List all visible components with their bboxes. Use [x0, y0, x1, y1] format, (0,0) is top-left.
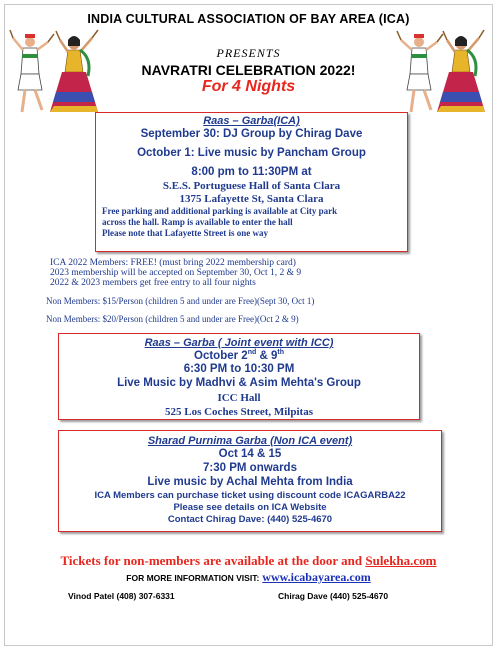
- event-box-sharad-purnima: [58, 430, 442, 532]
- event1-venue: S.E.S. Portuguese Hall of Santa Clara: [162, 180, 341, 192]
- membership-line2: 2023 membership will be accepted on September 30, Oct 1, 2 & 9: [50, 268, 302, 278]
- event2-dates: [59, 349, 419, 362]
- event3-discount: ICA Members can purchase ticket using discount code ICAGARBA22: [94, 490, 406, 501]
- presents-label: PRESENTS: [216, 46, 281, 60]
- event3-details: Please see details on ICA Website: [173, 502, 327, 513]
- sulekha-link[interactable]: Sulekha.com: [365, 553, 437, 568]
- fee-non-member-2: Non Members: $20/Person (children 5 and under are Free)(Oct 2 & 9): [46, 314, 299, 324]
- event2-date-sup2: th: [277, 349, 284, 356]
- contact-chirag: Chirag Dave (440) 525-4670: [278, 591, 389, 601]
- event1-time: 8:00 pm to 11:30PM at: [191, 166, 312, 178]
- membership-line1: ICA 2022 Members: FREE! (must bring 2022 membership card): [50, 258, 296, 268]
- event3-heading: Sharad Purnima Garba (Non ICA event): [147, 435, 353, 447]
- contact-vinod: Vinod Patel (408) 307-6331: [68, 591, 175, 601]
- event2-date-sup1: nd: [247, 349, 257, 356]
- website-link[interactable]: www.icabayarea.com: [262, 570, 371, 584]
- event3-dates: Oct 14 & 15: [218, 448, 282, 460]
- event3-time: 7:30 PM onwards: [203, 462, 297, 474]
- organization-name: INDIA CULTURAL ASSOCIATION OF BAY AREA (ICA): [87, 12, 410, 26]
- event1-address: 1375 Lafayette St, Santa Clara: [179, 193, 324, 205]
- membership-line3: 2022 & 2023 members get free entry to all four nights: [50, 278, 256, 288]
- event2-address: 525 Los Coches Street, Milpitas: [165, 406, 313, 418]
- event1-note2: across the hall. Ramp is available to enter the hall: [102, 217, 293, 227]
- event-title: NAVRATRI CELEBRATION 2022!: [141, 62, 356, 78]
- event1-heading: Raas – Garba(ICA): [203, 115, 300, 127]
- event1-line2: October 1: Live music by Pancham Group: [137, 147, 366, 159]
- event2-date-first: October 2: [194, 349, 248, 362]
- more-info: [0, 570, 497, 585]
- event1-line1: September 30: DJ Group by Chirag Dave: [140, 128, 363, 140]
- event2-music: Live Music by Madhvi & Asim Mehta's Group: [117, 377, 361, 389]
- event-subtitle: For 4 Nights: [201, 78, 296, 95]
- more-info-label: FOR MORE INFORMATION VISIT:: [126, 573, 260, 583]
- event2-date-second: & 9: [256, 349, 278, 362]
- membership-info: [50, 258, 430, 288]
- fee-non-member-1: Non Members: $15/Person (children 5 and under are Free)(Sept 30, Oct 1): [46, 296, 315, 306]
- event1-note1: Free parking and additional parking is available at City park: [102, 206, 338, 216]
- event-box-ica-garba: [95, 112, 408, 252]
- event2-time: 6:30 PM to 10:30 PM: [183, 363, 295, 375]
- event3-contact: Contact Chirag Dave: (440) 525-4670: [167, 514, 333, 525]
- event3-music: Live music by Achal Mehta from India: [147, 476, 353, 488]
- event-box-icc-garba: [58, 333, 420, 420]
- tickets-info: [0, 553, 497, 569]
- event2-heading: Raas – Garba ( Joint event with ICC): [144, 337, 334, 349]
- event1-note3: Please note that Lafayette Street is one way: [102, 228, 269, 238]
- event2-venue: ICC Hall: [217, 392, 261, 404]
- tickets-text: Tickets for non-members are available at the door and: [60, 553, 366, 568]
